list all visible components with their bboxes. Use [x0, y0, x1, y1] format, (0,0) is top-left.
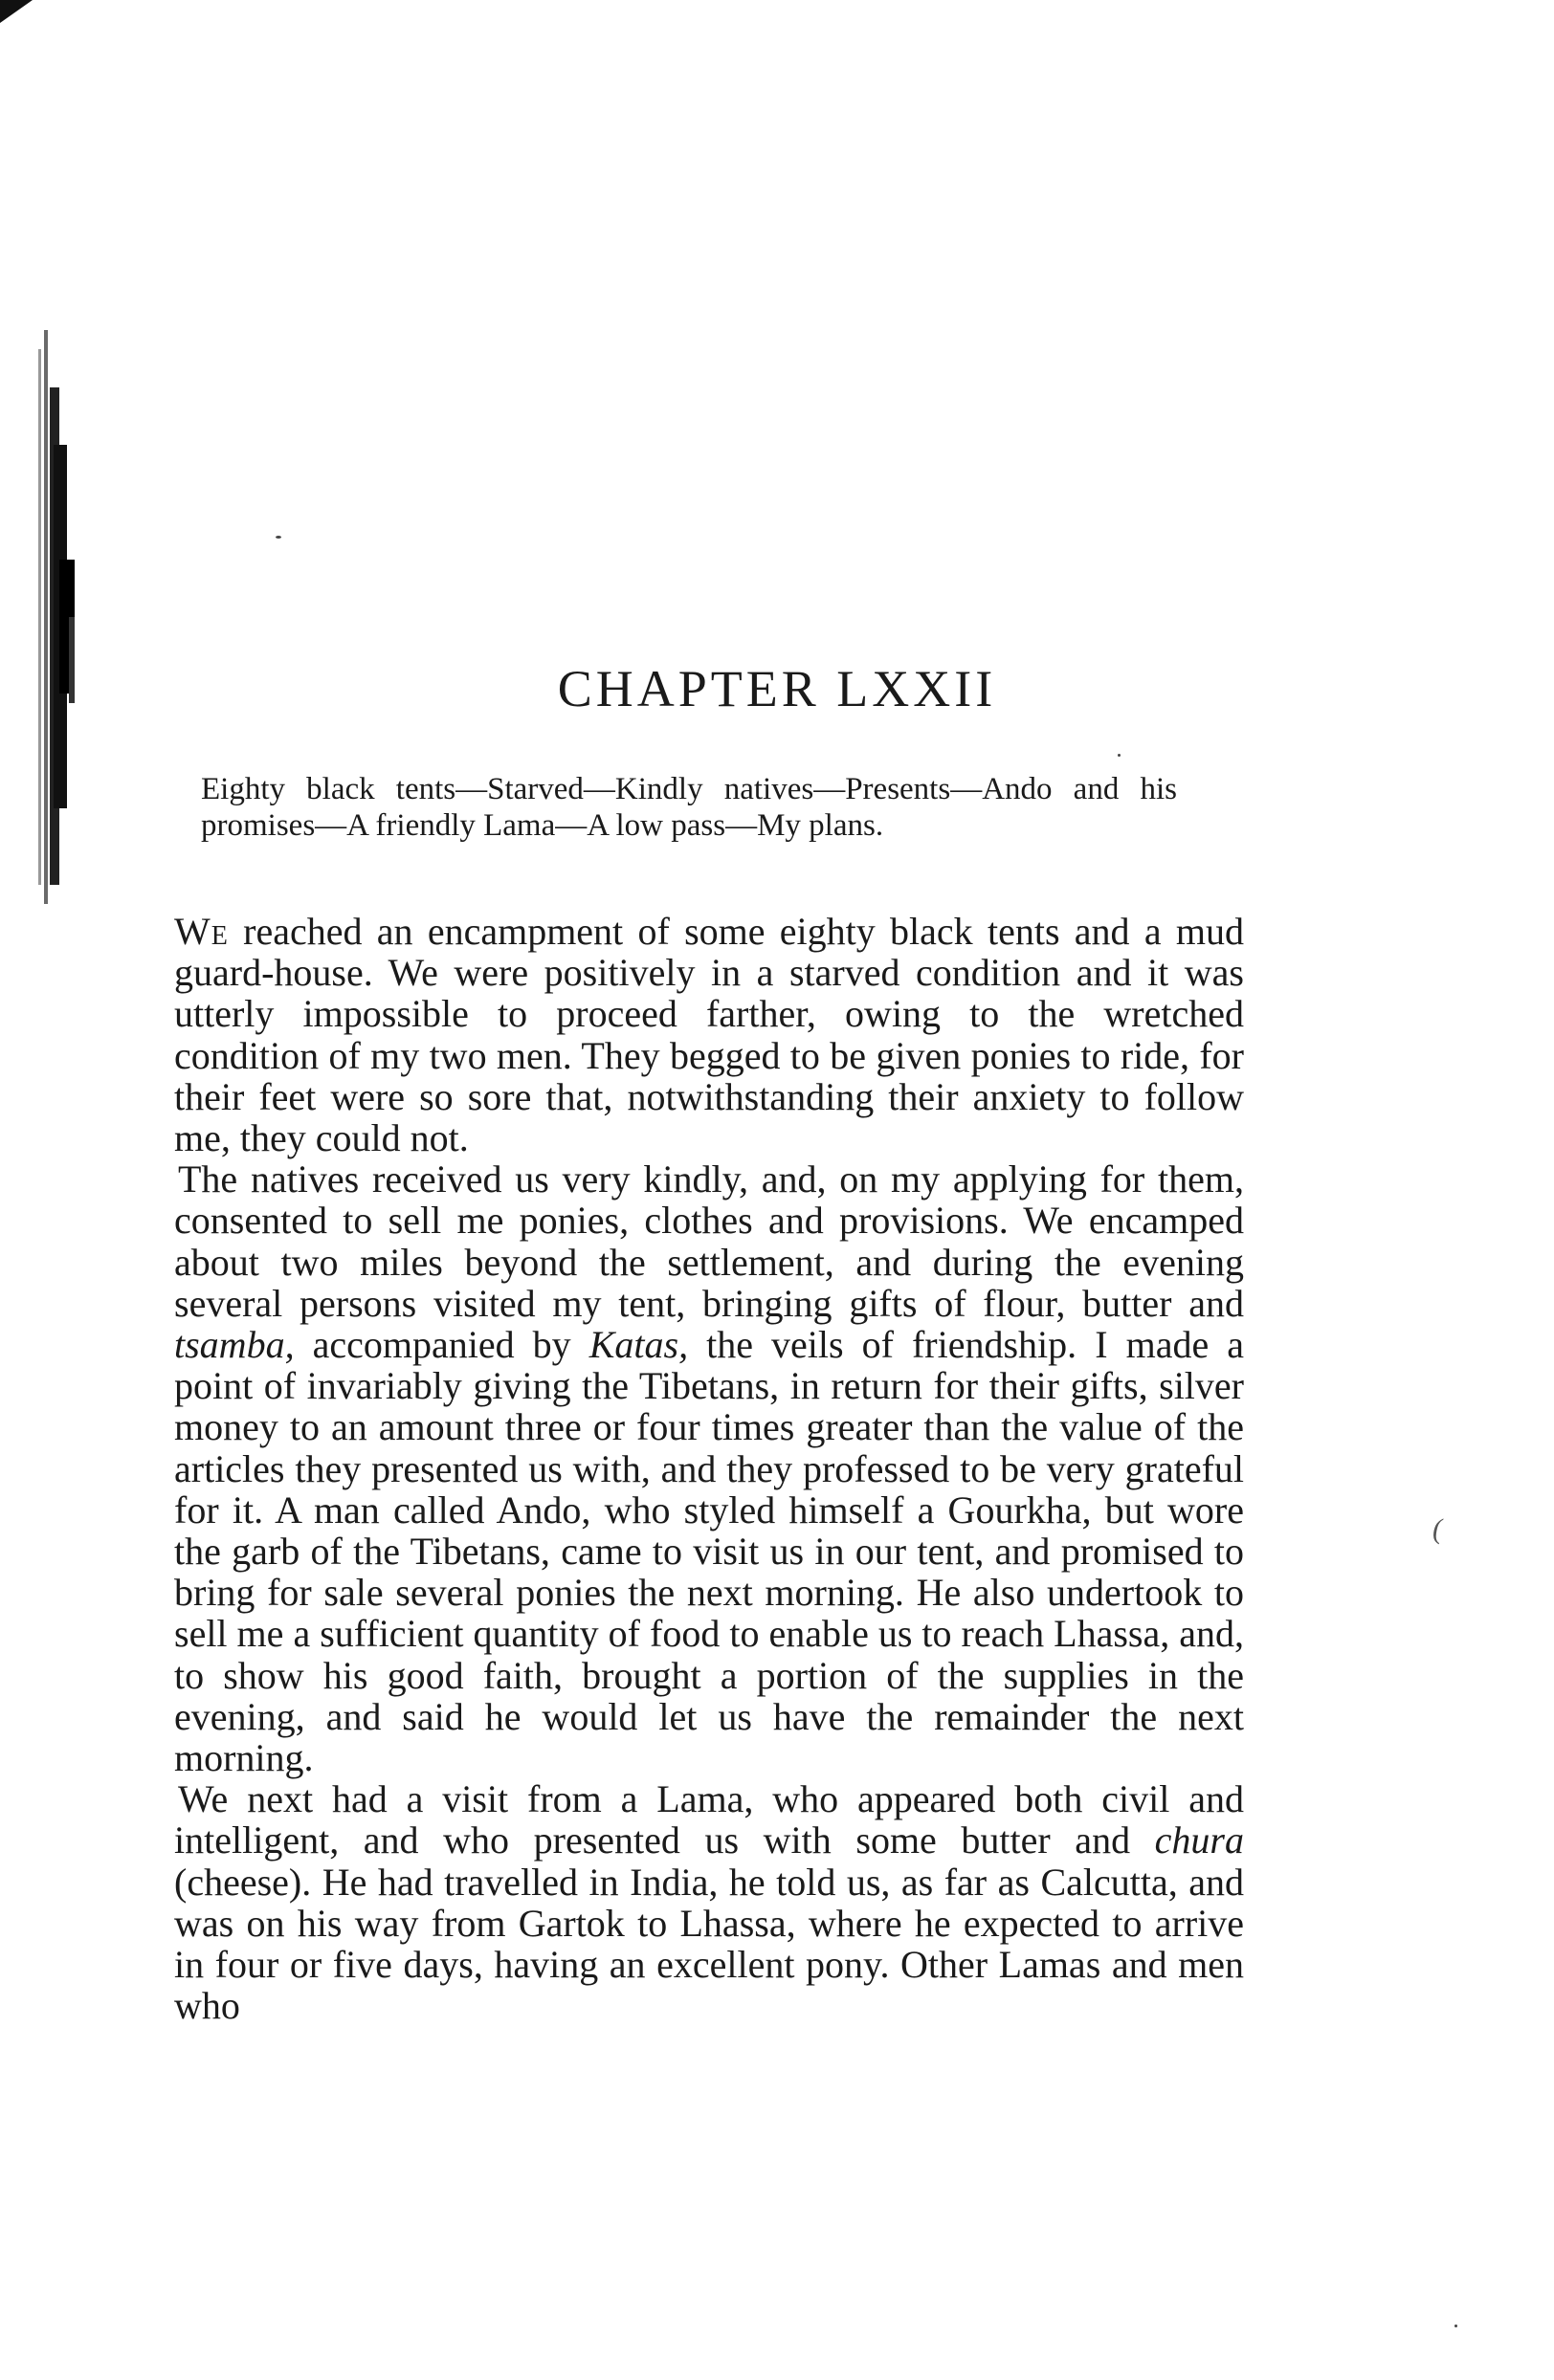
paragraph-text: accompanied by [294, 1323, 589, 1367]
paragraph-1 [174, 911, 1244, 1158]
scan-speck [1118, 754, 1121, 757]
scan-speck [1454, 2325, 1457, 2327]
paragraph-text: (cheese). He had travelled in India, he told us, as far as Calcutta, and was on his way from Gartok to Lhassa, where he expected to arrive in four or five days, having an excellent pony. Other Lamas and men who [174, 1860, 1244, 2028]
paragraph-3 [174, 1778, 1244, 2026]
italic-term-tsamba: tsamba, [174, 1323, 295, 1367]
paragraph-text: the veils of friendship. I made a point of invariably giving the Tibetans, in return for their gifts, silver money to an amount three or four times greater than the value of the articles they presented us with, and they professed to be very grateful for it. A man called Ando, who styled himself a Gourkha, but wore the garb of the Tibetans, came to visit us in our tent, and promised to bring for sale several ponies the next morning. He also undertook to sell me a sufficient quantity of food to enable us to reach Lhassa, and, to show his good faith, brought a portion of the supplies in the evening, and said he would let us have the remainder the next morning. [174, 1323, 1245, 1780]
scan-corner-mark [0, 0, 33, 23]
scan-speck [276, 536, 281, 539]
body-text [174, 911, 1244, 2026]
italic-term-katas: Katas, [588, 1323, 689, 1367]
paragraph-text: The natives received us very kindly, and, on my applying for them, consented to sell me ponies, clothes and provisions. We encamped about two miles beyond the settlement, and during the evening several persons visited my tent, bringing gifts of flour, butter and [174, 1157, 1244, 1325]
italic-term-chura: chura [1154, 1818, 1244, 1862]
paragraph-text: We next had a visit from a Lama, who appeared both civil and intelligent, and who presented us with some butter and [174, 1777, 1244, 1862]
paragraph-2 [174, 1158, 1244, 1778]
margin-mark: ( [1432, 1513, 1442, 1545]
chapter-synopsis: Eighty black tents—Starved—Kindly natives—Presents—Ando and his promises—A friendly Lama—A low pass—My plans. [201, 772, 1177, 843]
paragraph-text: reached an encampment of some eighty black tents and a mud guard-house. We were positively in a starved condition and it was utterly impossible to proceed farther, owing to the wretched condition of my two men. They begged to be given ponies to ride, for their feet were so sore that, notwithstanding their anxiety to follow me, they could not. [174, 910, 1244, 1160]
chapter-title: CHAPTER LXXII [557, 660, 997, 717]
binding-shadow [31, 330, 78, 904]
paragraph-lead-word: We [174, 910, 229, 953]
